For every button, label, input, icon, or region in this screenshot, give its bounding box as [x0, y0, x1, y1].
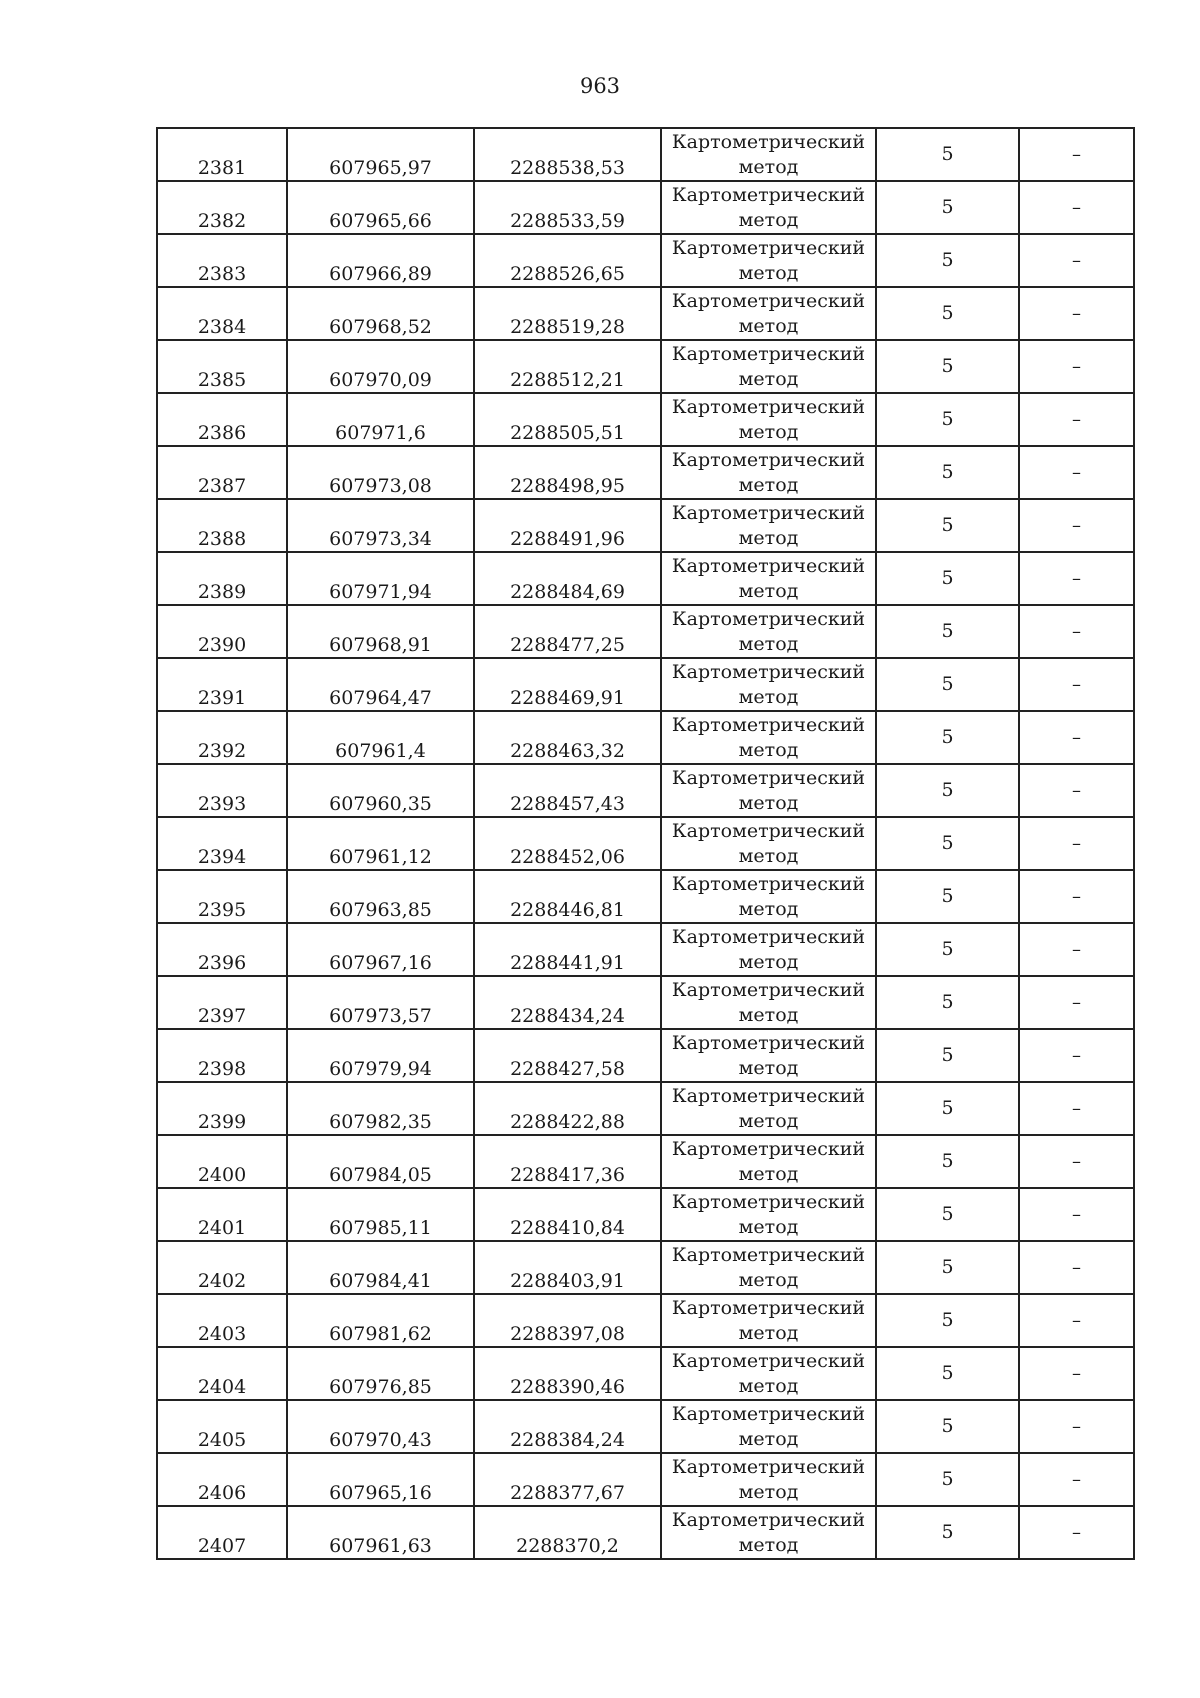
y-coordinate-cell: 2288505,51 — [474, 393, 661, 446]
y-coordinate-cell: 2288484,69 — [474, 552, 661, 605]
method-line-1: Картометрический — [671, 607, 866, 630]
precision-cell: 5 — [876, 870, 1019, 923]
note-cell: – — [1019, 393, 1134, 446]
table-row — [157, 1453, 1134, 1506]
method-line-1: Картометрический — [671, 130, 866, 153]
precision-cell: 5 — [876, 1188, 1019, 1241]
method-line-1: Картометрический — [671, 872, 866, 895]
page-number: 963 — [579, 74, 621, 98]
x-coordinate-cell: 607979,94 — [287, 1029, 474, 1082]
point-number-cell: 2406 — [157, 1453, 287, 1506]
method-cell — [661, 340, 876, 393]
note-cell: – — [1019, 340, 1134, 393]
precision-cell: 5 — [876, 976, 1019, 1029]
method-cell — [661, 1135, 876, 1188]
y-coordinate-cell: 2288457,43 — [474, 764, 661, 817]
y-coordinate-cell: 2288427,58 — [474, 1029, 661, 1082]
method-cell — [661, 1029, 876, 1082]
method-cell — [661, 234, 876, 287]
x-coordinate-cell: 607984,41 — [287, 1241, 474, 1294]
point-number-cell: 2400 — [157, 1135, 287, 1188]
table-row — [157, 1188, 1134, 1241]
x-coordinate-cell: 607960,35 — [287, 764, 474, 817]
method-line-1: Картометрический — [671, 1508, 866, 1531]
method-line-2: метод — [738, 1533, 799, 1556]
table-row — [157, 976, 1134, 1029]
y-coordinate-cell: 2288403,91 — [474, 1241, 661, 1294]
x-coordinate-cell: 607961,63 — [287, 1506, 474, 1559]
method-line-1: Картометрический — [671, 183, 866, 206]
method-line-1: Картометрический — [671, 342, 866, 365]
y-coordinate-cell: 2288446,81 — [474, 870, 661, 923]
precision-cell: 5 — [876, 1400, 1019, 1453]
table-row — [157, 605, 1134, 658]
method-line-2: метод — [738, 897, 799, 920]
note-cell: – — [1019, 1135, 1134, 1188]
method-cell — [661, 1400, 876, 1453]
method-line-2: метод — [738, 1162, 799, 1185]
table-row — [157, 711, 1134, 764]
y-coordinate-cell: 2288491,96 — [474, 499, 661, 552]
method-line-2: метод — [738, 1427, 799, 1450]
x-coordinate-cell: 607971,6 — [287, 393, 474, 446]
point-number-cell: 2392 — [157, 711, 287, 764]
note-cell: – — [1019, 1294, 1134, 1347]
precision-cell: 5 — [876, 1029, 1019, 1082]
method-cell — [661, 1453, 876, 1506]
x-coordinate-cell: 607968,52 — [287, 287, 474, 340]
point-number-cell: 2396 — [157, 923, 287, 976]
method-line-2: метод — [738, 314, 799, 337]
method-cell — [661, 923, 876, 976]
point-number-cell: 2382 — [157, 181, 287, 234]
method-line-2: метод — [738, 1056, 799, 1079]
precision-cell: 5 — [876, 923, 1019, 976]
method-line-1: Картометрический — [671, 501, 866, 524]
table-row — [157, 1347, 1134, 1400]
point-number-cell: 2389 — [157, 552, 287, 605]
method-line-1: Картометрический — [671, 925, 866, 948]
note-cell: – — [1019, 234, 1134, 287]
y-coordinate-cell: 2288410,84 — [474, 1188, 661, 1241]
method-cell — [661, 605, 876, 658]
precision-cell: 5 — [876, 658, 1019, 711]
y-coordinate-cell: 2288422,88 — [474, 1082, 661, 1135]
method-line-2: метод — [738, 1109, 799, 1132]
x-coordinate-cell: 607965,66 — [287, 181, 474, 234]
point-number-cell: 2387 — [157, 446, 287, 499]
method-cell — [661, 1082, 876, 1135]
table-row — [157, 764, 1134, 817]
y-coordinate-cell: 2288384,24 — [474, 1400, 661, 1453]
point-number-cell: 2384 — [157, 287, 287, 340]
note-cell: – — [1019, 552, 1134, 605]
precision-cell: 5 — [876, 1506, 1019, 1559]
y-coordinate-cell: 2288452,06 — [474, 817, 661, 870]
method-cell — [661, 870, 876, 923]
y-coordinate-cell: 2288397,08 — [474, 1294, 661, 1347]
method-cell — [661, 817, 876, 870]
method-line-1: Картометрический — [671, 236, 866, 259]
method-cell — [661, 393, 876, 446]
method-line-2: метод — [738, 1374, 799, 1397]
method-cell — [661, 711, 876, 764]
method-line-2: метод — [738, 473, 799, 496]
note-cell: – — [1019, 1506, 1134, 1559]
precision-cell: 5 — [876, 1135, 1019, 1188]
y-coordinate-cell: 2288434,24 — [474, 976, 661, 1029]
method-line-1: Картометрический — [671, 448, 866, 471]
precision-cell: 5 — [876, 1347, 1019, 1400]
method-line-1: Картометрический — [671, 660, 866, 683]
note-cell: – — [1019, 764, 1134, 817]
x-coordinate-cell: 607985,11 — [287, 1188, 474, 1241]
x-coordinate-cell: 607981,62 — [287, 1294, 474, 1347]
method-line-1: Картометрический — [671, 1084, 866, 1107]
point-number-cell: 2398 — [157, 1029, 287, 1082]
y-coordinate-cell: 2288533,59 — [474, 181, 661, 234]
table-row — [157, 658, 1134, 711]
x-coordinate-cell: 607971,94 — [287, 552, 474, 605]
note-cell: – — [1019, 870, 1134, 923]
method-cell — [661, 287, 876, 340]
method-cell — [661, 764, 876, 817]
method-cell — [661, 1188, 876, 1241]
note-cell: – — [1019, 817, 1134, 870]
precision-cell: 5 — [876, 1241, 1019, 1294]
point-number-cell: 2383 — [157, 234, 287, 287]
method-cell — [661, 976, 876, 1029]
method-line-2: метод — [738, 1268, 799, 1291]
coordinates-table — [156, 127, 1135, 1560]
x-coordinate-cell: 607973,08 — [287, 446, 474, 499]
y-coordinate-cell: 2288512,21 — [474, 340, 661, 393]
y-coordinate-cell: 2288417,36 — [474, 1135, 661, 1188]
precision-cell: 5 — [876, 1294, 1019, 1347]
point-number-cell: 2402 — [157, 1241, 287, 1294]
method-line-1: Картометрический — [671, 978, 866, 1001]
precision-cell: 5 — [876, 605, 1019, 658]
method-line-1: Картометрический — [671, 1402, 866, 1425]
precision-cell: 5 — [876, 817, 1019, 870]
x-coordinate-cell: 607973,57 — [287, 976, 474, 1029]
precision-cell: 5 — [876, 1453, 1019, 1506]
method-line-2: метод — [738, 261, 799, 284]
y-coordinate-cell: 2288469,91 — [474, 658, 661, 711]
y-coordinate-cell: 2288441,91 — [474, 923, 661, 976]
point-number-cell: 2390 — [157, 605, 287, 658]
x-coordinate-cell: 607966,89 — [287, 234, 474, 287]
point-number-cell: 2381 — [157, 128, 287, 181]
note-cell: – — [1019, 499, 1134, 552]
x-coordinate-cell: 607961,4 — [287, 711, 474, 764]
method-cell — [661, 181, 876, 234]
method-line-2: метод — [738, 155, 799, 178]
method-line-1: Картометрический — [671, 395, 866, 418]
x-coordinate-cell: 607964,47 — [287, 658, 474, 711]
method-line-1: Картометрический — [671, 766, 866, 789]
y-coordinate-cell: 2288463,32 — [474, 711, 661, 764]
method-cell — [661, 1241, 876, 1294]
x-coordinate-cell: 607984,05 — [287, 1135, 474, 1188]
table-row — [157, 287, 1134, 340]
x-coordinate-cell: 607961,12 — [287, 817, 474, 870]
note-cell: – — [1019, 446, 1134, 499]
y-coordinate-cell: 2288538,53 — [474, 128, 661, 181]
method-line-2: метод — [738, 685, 799, 708]
point-number-cell: 2386 — [157, 393, 287, 446]
method-line-1: Картометрический — [671, 1349, 866, 1372]
note-cell: – — [1019, 1453, 1134, 1506]
method-line-2: метод — [738, 420, 799, 443]
note-cell: – — [1019, 711, 1134, 764]
table-row — [157, 1506, 1134, 1559]
point-number-cell: 2388 — [157, 499, 287, 552]
point-number-cell: 2385 — [157, 340, 287, 393]
x-coordinate-cell: 607970,09 — [287, 340, 474, 393]
method-line-2: метод — [738, 1003, 799, 1026]
x-coordinate-cell: 607970,43 — [287, 1400, 474, 1453]
point-number-cell: 2399 — [157, 1082, 287, 1135]
method-cell — [661, 446, 876, 499]
table-row — [157, 552, 1134, 605]
method-line-2: метод — [738, 1215, 799, 1238]
method-line-2: метод — [738, 738, 799, 761]
note-cell: – — [1019, 923, 1134, 976]
x-coordinate-cell: 607967,16 — [287, 923, 474, 976]
table-row — [157, 1082, 1134, 1135]
method-line-2: метод — [738, 208, 799, 231]
method-line-1: Картометрический — [671, 819, 866, 842]
point-number-cell: 2403 — [157, 1294, 287, 1347]
method-cell — [661, 552, 876, 605]
note-cell: – — [1019, 181, 1134, 234]
table-row — [157, 1135, 1134, 1188]
table-row — [157, 923, 1134, 976]
point-number-cell: 2393 — [157, 764, 287, 817]
table-row — [157, 128, 1134, 181]
point-number-cell: 2404 — [157, 1347, 287, 1400]
note-cell: – — [1019, 128, 1134, 181]
method-cell — [661, 658, 876, 711]
table-row — [157, 234, 1134, 287]
method-cell — [661, 128, 876, 181]
point-number-cell: 2394 — [157, 817, 287, 870]
x-coordinate-cell: 607963,85 — [287, 870, 474, 923]
y-coordinate-cell: 2288477,25 — [474, 605, 661, 658]
note-cell: – — [1019, 1188, 1134, 1241]
table-row — [157, 181, 1134, 234]
method-line-1: Картометрический — [671, 1243, 866, 1266]
x-coordinate-cell: 607973,34 — [287, 499, 474, 552]
table-row — [157, 499, 1134, 552]
y-coordinate-cell: 2288498,95 — [474, 446, 661, 499]
point-number-cell: 2391 — [157, 658, 287, 711]
note-cell: – — [1019, 1029, 1134, 1082]
note-cell: – — [1019, 1241, 1134, 1294]
y-coordinate-cell: 2288377,67 — [474, 1453, 661, 1506]
method-line-2: метод — [738, 1480, 799, 1503]
table-body — [157, 128, 1134, 1559]
method-line-2: метод — [738, 526, 799, 549]
method-line-1: Картометрический — [671, 1296, 866, 1319]
method-line-1: Картометрический — [671, 713, 866, 736]
note-cell: – — [1019, 605, 1134, 658]
precision-cell: 5 — [876, 711, 1019, 764]
x-coordinate-cell: 607982,35 — [287, 1082, 474, 1135]
note-cell: – — [1019, 1400, 1134, 1453]
note-cell: – — [1019, 1347, 1134, 1400]
point-number-cell: 2397 — [157, 976, 287, 1029]
method-cell — [661, 1294, 876, 1347]
point-number-cell: 2401 — [157, 1188, 287, 1241]
method-line-2: метод — [738, 844, 799, 867]
note-cell: – — [1019, 287, 1134, 340]
note-cell: – — [1019, 1082, 1134, 1135]
precision-cell: 5 — [876, 552, 1019, 605]
precision-cell: 5 — [876, 128, 1019, 181]
table-row — [157, 340, 1134, 393]
precision-cell: 5 — [876, 1082, 1019, 1135]
x-coordinate-cell: 607976,85 — [287, 1347, 474, 1400]
point-number-cell: 2405 — [157, 1400, 287, 1453]
precision-cell: 5 — [876, 446, 1019, 499]
precision-cell: 5 — [876, 393, 1019, 446]
note-cell: – — [1019, 658, 1134, 711]
y-coordinate-cell: 2288370,2 — [474, 1506, 661, 1559]
table-row — [157, 1400, 1134, 1453]
method-line-2: метод — [738, 1321, 799, 1344]
method-line-1: Картометрический — [671, 554, 866, 577]
x-coordinate-cell: 607965,97 — [287, 128, 474, 181]
method-line-1: Картометрический — [671, 1137, 866, 1160]
method-line-1: Картометрический — [671, 1190, 866, 1213]
x-coordinate-cell: 607968,91 — [287, 605, 474, 658]
table-row — [157, 870, 1134, 923]
table-row — [157, 393, 1134, 446]
table-row — [157, 817, 1134, 870]
method-line-1: Картометрический — [671, 1031, 866, 1054]
x-coordinate-cell: 607965,16 — [287, 1453, 474, 1506]
precision-cell: 5 — [876, 340, 1019, 393]
note-cell: – — [1019, 976, 1134, 1029]
method-cell — [661, 499, 876, 552]
precision-cell: 5 — [876, 764, 1019, 817]
method-line-2: метод — [738, 950, 799, 973]
method-cell — [661, 1506, 876, 1559]
method-line-1: Картометрический — [671, 289, 866, 312]
table-row — [157, 1294, 1134, 1347]
y-coordinate-cell: 2288390,46 — [474, 1347, 661, 1400]
method-line-2: метод — [738, 367, 799, 390]
method-line-2: метод — [738, 579, 799, 602]
precision-cell: 5 — [876, 287, 1019, 340]
point-number-cell: 2395 — [157, 870, 287, 923]
precision-cell: 5 — [876, 499, 1019, 552]
method-line-1: Картометрический — [671, 1455, 866, 1478]
precision-cell: 5 — [876, 181, 1019, 234]
y-coordinate-cell: 2288526,65 — [474, 234, 661, 287]
method-cell — [661, 1347, 876, 1400]
point-number-cell: 2407 — [157, 1506, 287, 1559]
method-line-2: метод — [738, 791, 799, 814]
method-line-2: метод — [738, 632, 799, 655]
precision-cell: 5 — [876, 234, 1019, 287]
table-row — [157, 446, 1134, 499]
table-row — [157, 1241, 1134, 1294]
y-coordinate-cell: 2288519,28 — [474, 287, 661, 340]
table-row — [157, 1029, 1134, 1082]
